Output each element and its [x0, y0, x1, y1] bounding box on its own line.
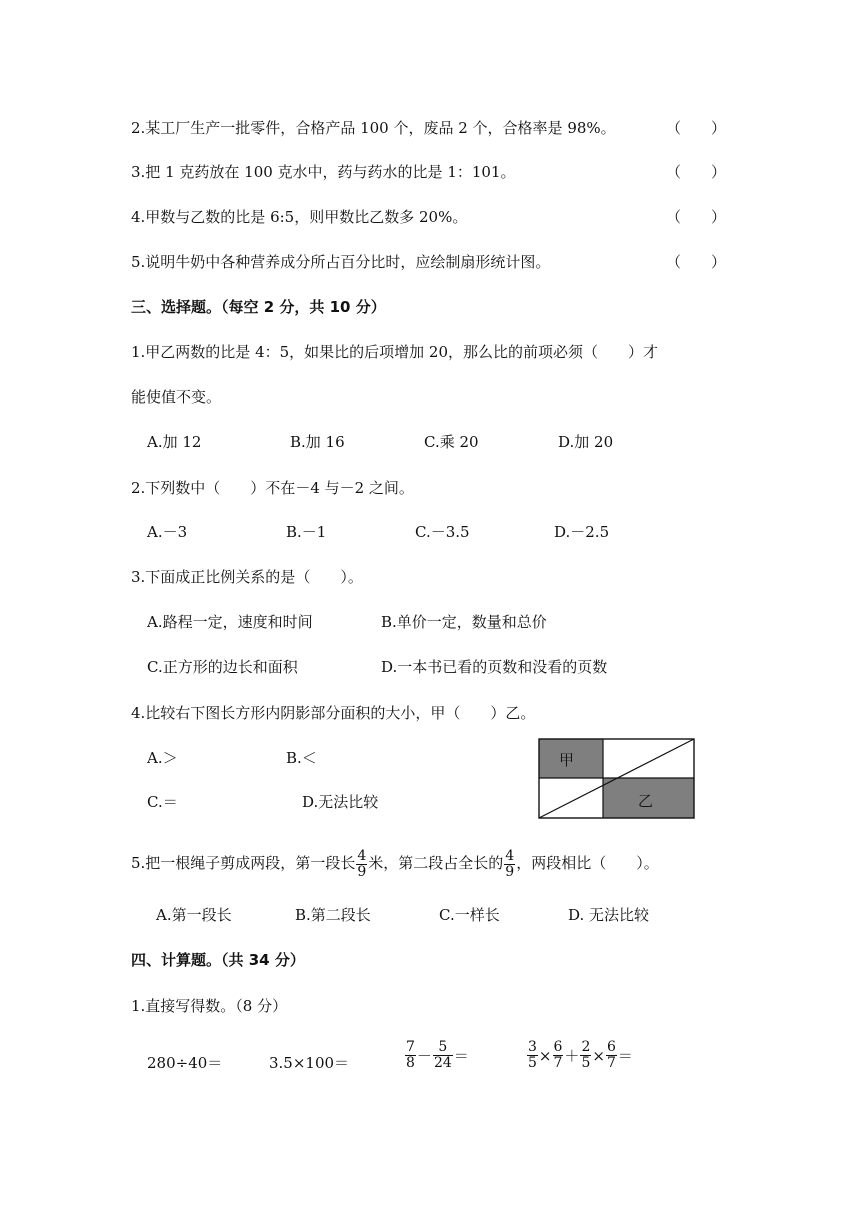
fraction-numerator: 4	[505, 847, 515, 864]
choice-q4: 4.比较右下图长方形内阴影部分面积的大小，甲（ ）乙。	[131, 704, 536, 722]
section-title: 四、计算题。（共 34 分）	[131, 951, 305, 969]
option-a: A.路程一定，速度和时间	[147, 613, 313, 631]
fraction-numerator: 3	[528, 1039, 537, 1055]
q5-text-part3: ，两段相比（ ）。	[516, 854, 659, 872]
option-c: C.＝	[147, 793, 178, 811]
option-b: B.＜	[286, 749, 317, 767]
option-d: D.无法比较	[302, 793, 379, 811]
q5-text-part1: 5.把一根绳子剪成两段，第一段长	[131, 854, 356, 872]
q5-text-part2: 米，第二段占全长的	[368, 854, 504, 872]
fraction	[356, 849, 367, 880]
label-yi: 乙	[638, 792, 654, 810]
answer-paren: （ ）	[666, 119, 727, 137]
calc-item-1: 280÷40＝	[147, 1054, 223, 1072]
calc-q1-title: 1.直接写得数。（8 分）	[131, 997, 288, 1015]
option-b: B.加 16	[290, 433, 345, 451]
option-d: D.加 20	[558, 433, 614, 451]
operator: －	[416, 1047, 432, 1065]
option-b: B.第二段长	[295, 906, 371, 924]
judge-q5: 5.说明牛奶中各种营养成分所占百分比时，应绘制扇形统计图。	[131, 253, 551, 271]
choice-q1-line1: 1.甲乙两数的比是 4：5，如果比的后项增加 20，那么比的前项必须（ ）才	[131, 343, 659, 361]
option-a: A.第一段长	[156, 906, 232, 924]
rectangle-figure	[537, 737, 697, 821]
option-c: C.一样长	[439, 906, 500, 924]
option-b: B.－1	[286, 523, 327, 541]
option-d: D.－2.5	[554, 523, 610, 541]
fraction	[405, 1040, 416, 1071]
calc-item-2: 3.5×100＝	[269, 1054, 350, 1072]
fraction-denominator: 9	[357, 863, 367, 880]
fraction-numerator: 6	[553, 1039, 563, 1055]
option-b: B.单价一定，数量和总价	[381, 613, 547, 631]
operator: ×	[592, 1046, 605, 1065]
fraction-numerator: 7	[406, 1039, 415, 1055]
fraction-numerator: 2	[581, 1039, 591, 1055]
fraction-numerator: 6	[606, 1039, 616, 1055]
fraction-denominator: 9	[505, 863, 515, 880]
calc-item-4	[526, 1040, 633, 1071]
fraction-denominator: 8	[406, 1055, 415, 1071]
option-c: C.正方形的边长和面积	[147, 658, 298, 676]
answer-paren: （ ）	[666, 163, 727, 181]
equals-sign: ＝	[453, 1047, 469, 1065]
answer-paren: （ ）	[666, 208, 727, 226]
operator: ×	[538, 1046, 552, 1065]
fraction	[606, 1040, 617, 1071]
answer-paren: （ ）	[666, 253, 727, 271]
fraction	[527, 1040, 538, 1071]
label-jia: 甲	[559, 751, 575, 769]
option-c: C.－3.5	[415, 523, 470, 541]
judge-q4: 4.甲数与乙数的比是 6:5，则甲数比乙数多 20%。	[131, 208, 468, 226]
option-d: D.一本书已看的页数和没看的页数	[381, 658, 608, 676]
section-title: 三、选择题。（每空 2 分，共 10 分）	[131, 298, 386, 316]
fraction	[504, 849, 515, 880]
option-d: D. 无法比较	[568, 906, 650, 924]
option-c: C.乘 20	[424, 433, 479, 451]
fraction	[433, 1040, 453, 1071]
choice-q3: 3.下面成正比例关系的是（ ）。	[131, 568, 363, 586]
calc-item-3	[404, 1040, 469, 1071]
fraction	[553, 1040, 564, 1071]
fraction-numerator: 4	[357, 847, 367, 864]
judge-q2: 2.某工厂生产一批零件，合格产品 100 个，废品 2 个，合格率是 98%。	[131, 119, 616, 137]
fraction-denominator: 24	[433, 1055, 452, 1071]
choice-q5	[131, 846, 659, 880]
option-a: A.－3	[147, 523, 188, 541]
fraction-numerator: 5	[438, 1039, 448, 1055]
fraction-denominator: 5	[528, 1055, 537, 1071]
fraction-denominator: 7	[553, 1055, 563, 1071]
fraction-denominator: 5	[581, 1055, 591, 1071]
choice-q2: 2.下列数中（ ）不在－4 与－2 之间。	[131, 479, 414, 497]
equals-sign: ＝	[617, 1047, 633, 1065]
choice-q1-line2: 能使值不变。	[131, 388, 222, 406]
fraction	[580, 1040, 591, 1071]
option-a: A.加 12	[147, 433, 202, 451]
fraction-denominator: 7	[606, 1055, 616, 1071]
operator: ＋	[564, 1047, 580, 1065]
option-a: A.＞	[147, 749, 178, 767]
judge-q3: 3.把 1 克药放在 100 克水中，药与药水的比是 1：101。	[131, 163, 516, 181]
